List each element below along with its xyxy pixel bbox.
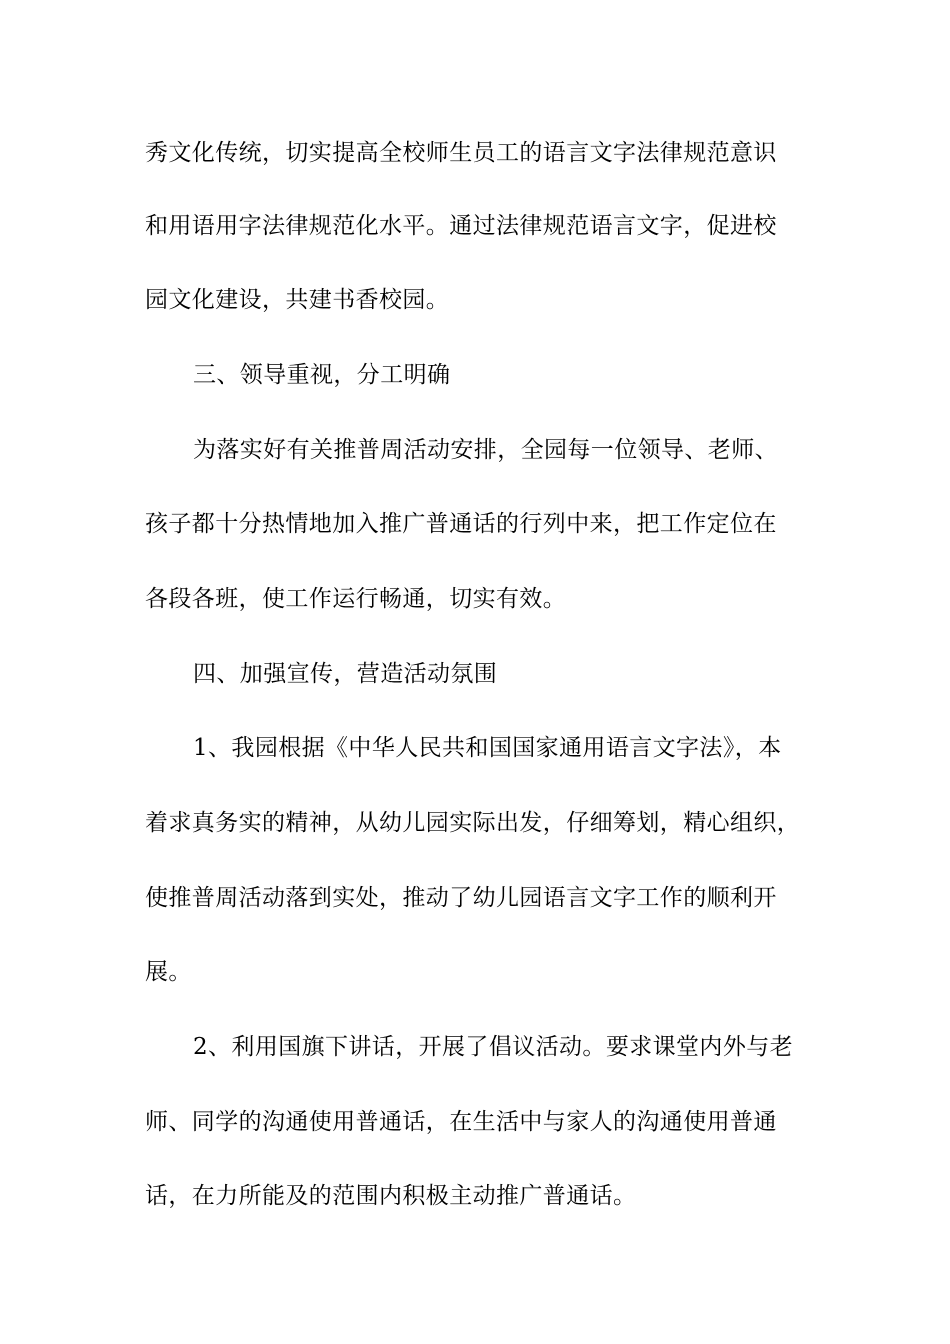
section-heading: 四、加强宣传，营造活动氛围 [193,661,498,687]
body-text-line: 师、同学的沟通使用普通话，在生活中与家人的沟通使用普通 [145,1109,777,1135]
body-text-line: 园文化建设，共建书香校园。 [145,287,450,313]
body-text-line: 为落实好有关推普周活动安排，全园每一位领导、老师、 [193,437,778,463]
body-text-line: 和用语用字法律规范化水平。通过法律规范语言文字，促进校 [145,213,777,239]
section-heading: 三、领导重视，分工明确 [193,362,451,388]
body-text-line: 各段各班，使工作运行畅通，切实有效。 [145,586,567,612]
body-text-line: 2、利用国旗下讲话，开展了倡议活动。要求课堂内外与老 [193,1034,794,1060]
body-text-line: 孩子都十分热情地加入推广普通话的行列中来，把工作定位在 [145,511,777,537]
body-text-line: 1、我园根据《中华人民共和国国家通用语言文字法》，本 [193,735,782,761]
body-text-line: 使推普周活动落到实处，推动了幼儿园语言文字工作的顺利开 [145,885,777,911]
body-text-line: 着求真务实的精神，从幼儿园实际出发，仔细筹划，精心组织， [145,810,801,836]
body-text-line: 话，在力所能及的范围内积极主动推广普通话。 [145,1183,637,1209]
body-text-line: 展。 [145,959,192,985]
body-text-line: 秀文化传统，切实提高全校师生员工的语言文字法律规范意识 [145,140,777,166]
